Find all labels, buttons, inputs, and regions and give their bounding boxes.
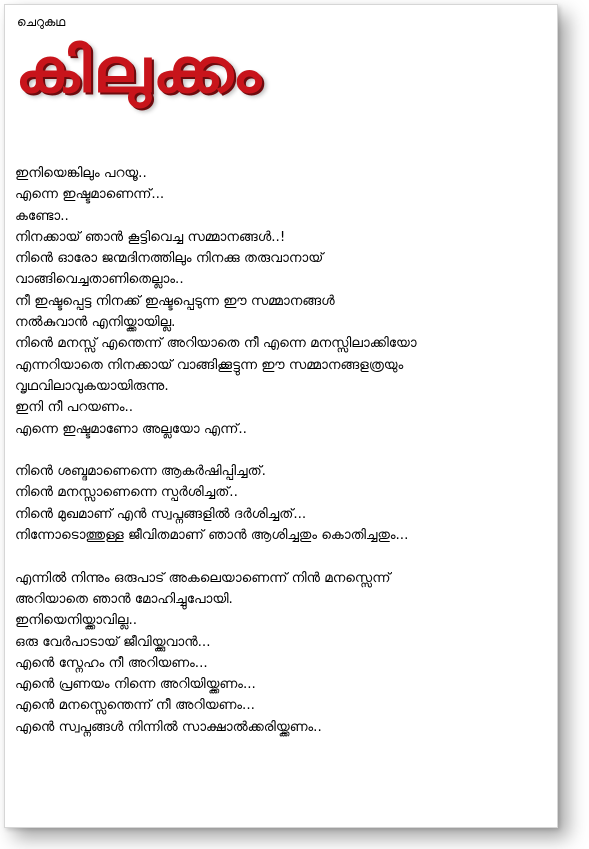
poem-line: നിൻെ മനസ്സാണെന്നെ സ്പർശിച്ചത്.. [15,484,238,501]
story-title: കിലുക്കം [15,36,264,107]
poem-line: വൃഥവിലാവുകയായിരുന്നു. [15,377,169,394]
poem-line: നിന്നോടൊത്തുള്ള ജീവിതമാണ് ഞാൻ ആശിച്ചതും കൊതിച്ചതും... [15,527,409,544]
poem-line: എന്നെ ഇഷ്ടമാണോ അല്ലയോ എന്ന്.. [15,420,247,437]
poem-line: ഒരു വേർപാടായ് ജീവിയ്ക്കുവാൻ... [15,633,211,650]
poem-line: വാങ്ങിവെച്ചതാണിതെല്ലാം.. [15,271,184,288]
stanza-1 [15,163,555,440]
stanza-gap [15,546,555,567]
poem-body [15,163,555,738]
poem-line: നിനക്കായ് ഞാൻ കൂട്ടിവെച്ച സമ്മാനങ്ങൾ..! [15,228,286,245]
poem-line: ഇനിയെങ്കിലും പറയൂ.. [15,165,147,181]
poem-line: എൻെ മനസ്സെന്തെന്ന് നീ അറിയണം... [15,697,255,714]
poem-line: ഇനിയെനിയ്ക്കാവില്ല.. [15,612,138,629]
genre-label: ചെറുകഥ [17,15,66,29]
poem-line: എൻെ സ്നേഹം നീ അറിയണം... [15,654,208,671]
poem-line: എൻെ സ്വപ്നങ്ങൾ നിന്നിൽ സാക്ഷാൽക്കരിയ്ക്കണം.. [15,718,322,735]
poem-line: അറിയാതെ ഞാൻ മോഹിച്ചുപോയി. [15,590,233,607]
poem-line: നിൻെ മനസ്സ് എന്തെന്ന് അറിയാതെ നീ എന്നെ മനസ്സിലാക്കിയോ [15,335,417,352]
poem-line: എന്നറിയാതെ നിനക്കായ് വാങ്ങിക്കൂട്ടുന്ന ഈ സമ്മാനങ്ങളത്രയും [15,356,404,373]
poem-line: എൻെ പ്രണയം നിന്നെ അറിയിയ്ക്കണം... [15,676,256,693]
poem-line: നിൻെ മുഖമാണ് എൻ സ്വപ്നങ്ങളിൽ ദർശിച്ചത്... [15,505,307,522]
stanza-2 [15,461,555,546]
stanza-gap [15,440,555,461]
poem-line: എന്നെ ഇഷ്ടമാണെന്ന്... [15,186,165,203]
page-sheet [4,4,558,828]
stanza-3 [15,568,555,738]
poem-line: കണ്ടോ.. [15,207,69,224]
poem-line: ഇനി നീ പറയണം.. [15,399,134,416]
poem-line: നൽകുവാൻ എനിയ്ക്കായില്ല. [15,314,176,331]
poem-line: നീ ഇഷ്ടപ്പെട്ട നിനക്ക് ഇഷ്ടപ്പെടുന്ന ഈ സമ്മാനങ്ങൾ [15,292,335,309]
poem-line: നിൻെ ഓരോ ജന്മദിനത്തിലും നിനക്കു തരുവാനായ് [15,250,324,267]
poem-line: നിൻെ ശബ്ദമാണെന്നെ ആകർഷിപ്പിച്ചത്. [15,463,266,480]
poem-line: എന്നിൽ നിന്നും ഒരുപാട് അകലെയാണെന്ന് നിൻ മനസ്സെന്ന് [15,569,391,586]
